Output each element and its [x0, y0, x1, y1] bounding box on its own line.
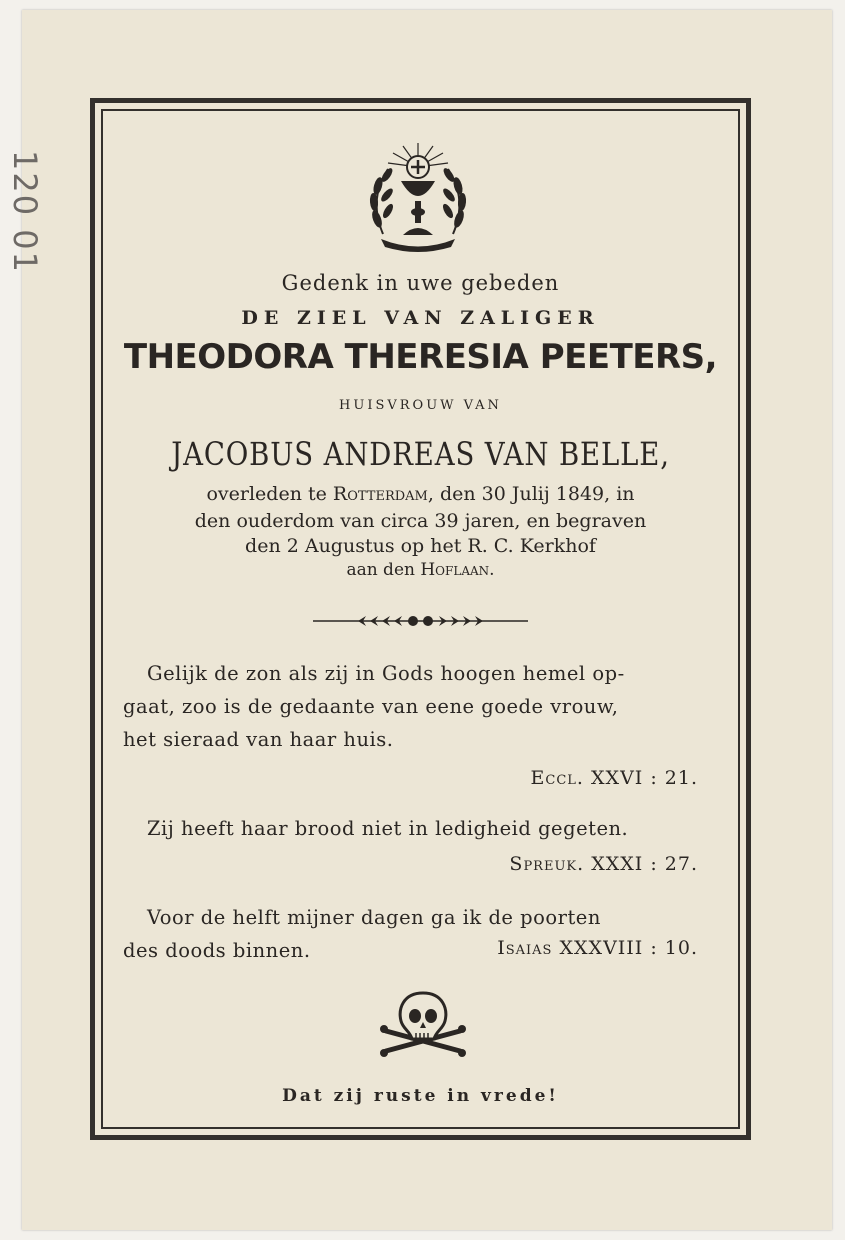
- chalice-emblem-icon: [363, 139, 473, 254]
- closing-prayer: Dat zij ruste in vrede!: [282, 1086, 559, 1106]
- wife-of-label: HUISVROUW VAN: [339, 398, 502, 413]
- remember-line: Gedenk in uwe gebeden: [281, 271, 560, 295]
- death-details-line-3: den 2 Augustus op het R. C. Kerkhof: [245, 535, 596, 557]
- death-details-line-1: overleden te Rotterdam, den 30 Julij 1849, in: [206, 483, 635, 505]
- deceased-name: THEODORA THERESIA PEETERS,: [123, 337, 718, 377]
- death-details-line-2: den ouderdom van circa 39 jaren, en begraven: [194, 510, 647, 532]
- verse-3-line-2: des doods binnen.: [123, 939, 311, 962]
- verse-1-line-3: het sieraad van haar huis.: [123, 728, 394, 751]
- skull-crossbones-icon: [378, 989, 468, 1064]
- death-details-line-4: aan den Hoflaan.: [346, 560, 495, 580]
- verse-3-line-1: Voor de helft mijner dagen ga ik de poorten: [147, 906, 601, 929]
- verse-2-reference: Spreuk. XXXI : 27.: [509, 853, 698, 875]
- soul-line: DE ZIEL VAN ZALIGER: [241, 307, 600, 329]
- verse-2-line-1: Zij heeft haar brood niet in ledigheid gegeten.: [147, 817, 629, 840]
- verse-3-reference: Isaias XXXVIII : 10.: [497, 937, 698, 959]
- floral-divider-icon: [313, 609, 528, 633]
- verse-1-line-2: gaat, zoo is de gedaante van eene goede vrouw,: [123, 695, 619, 718]
- card-content: [103, 111, 738, 1127]
- verse-1-line-1: Gelijk de zon als zij in Gods hoogen hemel op-: [147, 662, 625, 685]
- husband-name: JACOBUS ANDREAS VAN BELLE,: [171, 435, 670, 473]
- shelfmark-handwritten: 120 01: [6, 150, 44, 274]
- verse-1-reference: Eccl. XXVI : 21.: [530, 767, 698, 789]
- death-place: Rotterdam: [332, 483, 428, 505]
- burial-place: Hoflaan: [420, 560, 490, 580]
